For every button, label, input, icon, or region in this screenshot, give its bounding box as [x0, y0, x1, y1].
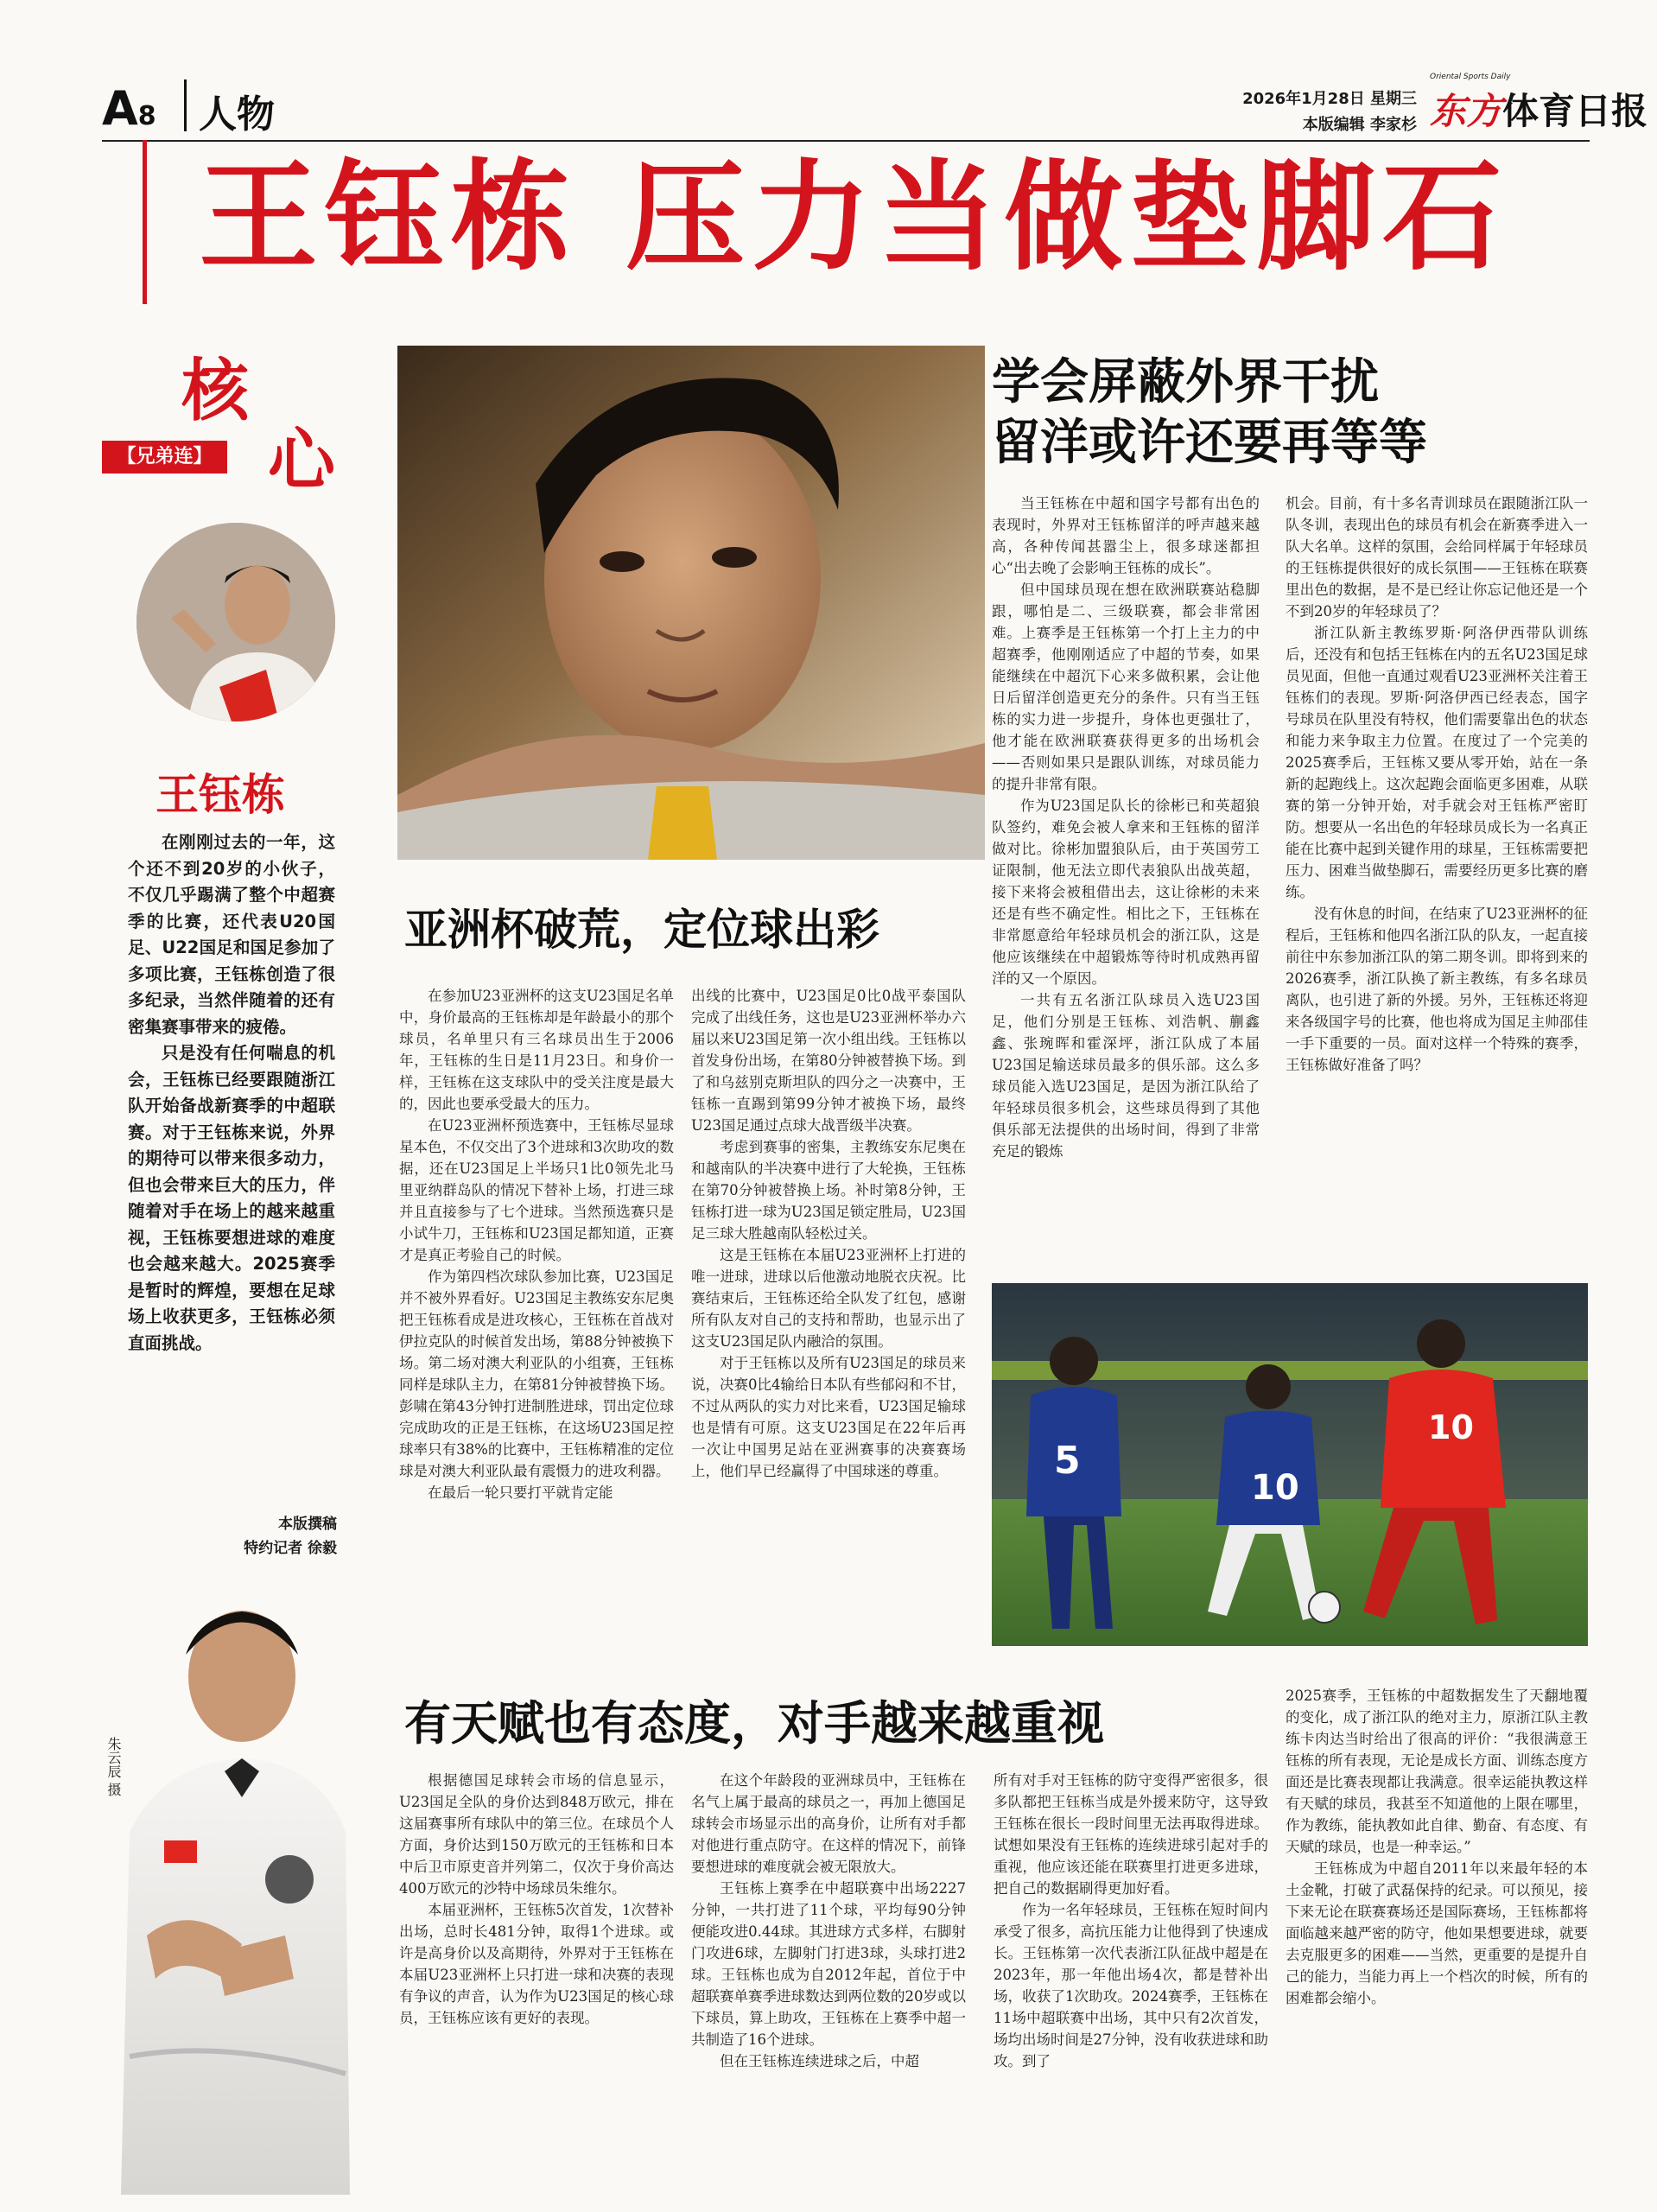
section3-column-g	[994, 1770, 1268, 2072]
byline-line-2: 特约记者 徐毅	[244, 1540, 337, 1557]
newspaper-logo	[1430, 83, 1647, 135]
player-portrait-photo	[397, 346, 985, 860]
core-character-1: 核	[181, 353, 250, 430]
section-name: 人物	[199, 92, 275, 137]
page-separator	[184, 79, 187, 131]
page-letter: A	[102, 81, 138, 136]
player-name: 王钰栋	[156, 770, 285, 820]
article-paragraph: 本届亚洲杯，王钰栋5次首发，1次替补出场，总时长481分钟，取得1个进球。或许是高身价以及高期待，外界对于王钰栋在本届U23亚洲杯上只打进一球和决赛的表现有争议的声音，认为作为U23国足的核心球员，王钰栋应该有更好的表现。	[399, 1902, 674, 2026]
core-character-2: 心	[268, 422, 336, 499]
logo-english: Oriental Sports Daily	[1430, 73, 1511, 81]
match-action-photo	[992, 1283, 1588, 1646]
section2-title: 亚洲杯破荒，定位球出彩	[404, 905, 879, 955]
article-paragraph: 但在王钰栋连续进球之后，中超	[720, 2053, 919, 2069]
byline	[173, 1512, 337, 1560]
section3-column-h	[1286, 1685, 1588, 2009]
section2-column-c	[399, 985, 674, 1503]
article-paragraph: 王钰栋成为中超自2011年以来最年轻的本土金靴，打破了武磊保持的纪录。可以预见，接下来无论在联赛赛场还是国际赛场，王钰栋都将面临越来越严密的防守，他如果想要进球，就要去克服更多的困难——当然，更重要的是提升自己的能力，当能力再上一个档次的时候，所有的困难都会缩小。	[1286, 1860, 1588, 2006]
article-paragraph: 在参加U23亚洲杯的这支U23国足名单中，身价最高的王钰栋却是年龄最小的那个球员，名单里只有三名球员出生于2006年，王钰栋的生日是11月23日。和身价一样，王钰栋在这支球队中的受关注度是最大的，因此也要承受最大的压力。	[399, 988, 674, 1112]
article-paragraph: 作为第四档次球队参加比赛，U23国足并不被外界看好。U23国足主教练安东尼奥把王钰栋看成是进攻核心，王钰栋在首战对伊拉克队的时候首发出场，第88分钟被换下场。第二场对澳大利亚队的小组赛，王钰栋同样是球队主力，在第81分钟被替换下场。彭啸在第43分钟打进制胜进球，罚出定位球完成助攻的正是王钰栋，在这场U23国足控球率只有38%的比赛中，王钰栋精准的定位球是对澳大利亚队最有震慑力的进攻利器。	[399, 1268, 674, 1479]
section3-column-e	[399, 1770, 674, 2029]
section3-title: 有天赋也有态度，对手越来越重视	[404, 1696, 1104, 1751]
article-paragraph: 没有休息的时间，在结束了U23亚洲杯的征程后，王钰栋和他四名浙江队的队友，一起直接前往中东参加浙江队的第二期冬训。即将到来的2026赛季，浙江队换了新主教练，有多名球员离队，也引进了新的外援。另外，王钰栋还将迎来各级国字号的比赛，他也将成为国足主帅邵佳一手下重要的一员。面对这样一个特殊的赛季，王钰栋做好准备了吗？	[1286, 906, 1588, 1073]
article-paragraph: 作为U23国足队长的徐彬已和英超狼队签约，难免会被人拿来和王钰栋的留洋做对比。徐彬加盟狼队后，由于英国劳工证限制，他无法立即代表狼队出战英超，接下来将会被租借出去，这让徐彬的未来还是有些不确定性。相比之下，王钰栋在非常愿意给年轻球员机会的浙江队，这是他应该继续在中超锻炼等待时机成熟再留洋的又一个原因。	[992, 798, 1260, 987]
article-paragraph: 2025赛季，王钰栋的中超数据发生了天翻地覆的变化，成了浙江队的绝对主力，原浙江队主教练卡肉达当时给出了很高的评价：“我很满意王钰栋的所有表现，无论是成长方面、训练态度方面还是比赛表现都让我满意。很幸运能执教这样有天赋的球员，我甚至不知道他的上限在哪里，作为教练，能执教如此自律、勤奋、有态度、有天赋的球员，也是一种幸运。”	[1286, 1688, 1588, 1855]
article-paragraph: 出线的比赛中，U23国足0比0战平泰国队完成了出线任务，这也是U23亚洲杯举办六届以来U23国足第一次小组出线。王钰栋以首发身份出场，在第80分钟被替换下场。到了和乌兹别克斯坦队的四分之一决赛中，王钰栋一直踢到第99分钟才被换下场，最终U23国足通过点球大战晋级半决赛。	[691, 988, 966, 1134]
logo-red-part: 东方	[1430, 90, 1503, 132]
section3-column-f	[691, 1770, 966, 2072]
article-paragraph: 浙江队新主教练罗斯·阿洛伊西带队训练后，还没有和包括王钰栋在内的五名U23国足球员见面，但他一直通过观看U23亚洲杯关注着王钰栋们的表现。罗斯·阿洛伊西已经表态，国字号球员在队里没有特权，他们需要靠出色的状态和能力来争取主力位置。在度过了一个完美的2025赛季后，王钰栋又要从零开始，站在一条新的起跑线上。这次起跑会面临更多困难，从联赛的第一分钟开始，对手就会对王钰栋严密盯防。想要从一名出色的年轻球员成长为一名真正能在比赛中起到关键作用的球星，王钰栋需要把压力、困难当做垫脚石，需要经历更多比赛的磨练。	[1286, 625, 1588, 900]
article-paragraph: 所有对手对王钰栋的防守变得严密很多，很多队都把王钰栋当成是外援来防守，这导致王钰栋在很长一段时间里无法再取得进球。试想如果没有王钰栋的连续进球引起对手的重视，他应该还能在联赛里打进更多进球，把自己的数据刷得更加好看。	[994, 1772, 1268, 1897]
issue-date: 2026年1月28日 星期三	[1242, 90, 1417, 108]
photo-credit: 朱云辰 摄	[105, 1737, 122, 1797]
section1-column-b	[1286, 493, 1588, 1076]
jersey-number: 10	[1428, 1408, 1474, 1446]
jersey-number: 5	[1054, 1439, 1081, 1483]
section1-column-a	[992, 493, 1260, 1162]
article-paragraph: 在最后一轮只要打平就肯定能	[428, 1484, 613, 1501]
page-editor: 本版编辑 李家杉	[1302, 116, 1417, 134]
article-paragraph: 一共有五名浙江队球员入选U23国足，他们分别是王钰栋、刘浩帆、蒯鑫鑫、张琬晖和霍深坪，浙江队成了本届U23国足输送球员最多的俱乐部。这么多球员能入选U23国足，是因为浙江队给了年轻球员很多机会，这些球员得到了其他俱乐部无法提供的出场时间，得到了非常充足的锻炼	[992, 992, 1260, 1160]
article-paragraph: 但中国球员现在想在欧洲联赛站稳脚跟，哪怕是二、三级联赛，都会非常困难。上赛季是王钰栋第一个打上主力的中超赛季，他刚刚适应了中超的节奏，如果能继续在中超沉下心来多做积累，会让他日后留洋创造更充分的条件。只有当王钰栋的实力进一步提升，身体也更强壮了，他才能在欧洲联赛获得更多的出场机会——否则如果只是跟队训练，对球员能力的提升非常有限。	[992, 582, 1260, 792]
article-paragraph: 王钰栋上赛季在中超联赛中出场2227分钟，一共打进了11个球，平均每90分钟便能攻进0.44球。其进球方式多样，右脚射门攻进6球，左脚射门打进3球，头球打进2球。王钰栋也成为自2012年起，首位于中超联赛单赛季进球数达到两位数的20岁或以下球员，算上助攻，王钰栋在上赛季中超一共制造了16个进球。	[691, 1880, 966, 2048]
celebration-photo	[95, 1573, 354, 2195]
article-paragraph: 这是王钰栋在本届U23亚洲杯上打进的唯一进球，进球以后他激动地脱衣庆祝。比赛结束后，王钰栋还给全队发了红包，感谢所有队友对自己的支持和帮助，也显示出了这支U23国足队内融洽的氛围。	[691, 1247, 966, 1350]
main-headline: 王钰栋 压力当做垫脚石	[199, 148, 1509, 287]
page-number	[102, 81, 156, 136]
article-paragraph: 在U23亚洲杯预选赛中，王钰栋尽显球星本色，不仅交出了3个进球和3次助攻的数据，还在U23国足上半场只1比0领先北马里亚纳群岛队的情况下替补上场，打进三球并且直接参与了七个进球。当然预选赛只是小试牛刀，王钰栋和U23国足都知道，正赛才是真正考验自己的时候。	[399, 1117, 674, 1263]
intro-paragraph: 在刚刚过去的一年，这个还不到20岁的小伙子，不仅几乎踢满了整个中超赛季的比赛，还代表U20国足、U22国足和国足参加了多项比赛，王钰栋创造了很多纪录，当然伴随着的还有密集赛事带来的疲倦。	[128, 832, 335, 1037]
section1-title-line2: 留洋或许还要再等等	[992, 415, 1427, 471]
avatar-photo	[136, 523, 335, 721]
column-tag: 【兄弟连】	[102, 441, 227, 474]
headline-red-bar	[143, 140, 147, 304]
logo-black-part: 体育日报	[1502, 90, 1648, 132]
intro-paragraph: 只是没有任何喘息的机会，王钰栋已经要跟随浙江队开始备战新赛季的中超联赛。对于王钰栋来说，外界的期待可以带来很多动力，但也会带来巨大的压力，伴随着对手在场上的越来越重视，王钰栋要想进球的难度也会越来越大。2025赛季是暂时的辉煌，要想在足球场上收获更多，王钰栋必须直面挑战。	[128, 1043, 335, 1353]
article-paragraph: 作为一名年轻球员，王钰栋在短时间内承受了很多，高抗压能力让他得到了快速成长。王钰栋第一次代表浙江队征战中超是在2023年，那一年他出场4次，都是替补出场，收获了1次助攻。2024赛季，王钰栋在11场中超联赛中出场，其中只有2次首发，场均出场时间是27分钟，没有收获进球和助攻。到了	[994, 1902, 1268, 2069]
byline-line-1: 本版撰稿	[278, 1516, 337, 1533]
article-paragraph: 在这个年龄段的亚洲球员中，王钰栋在名气上属于最高的球员之一，再加上德国足球转会市场显示出的高身价，让所有对手都对他进行重点防守。在这样的情况下，前锋要想进球的难度就会被无限放大。	[691, 1772, 966, 1875]
jersey-number: 10	[1251, 1468, 1299, 1508]
section1-title-line1: 学会屏蔽外界干扰	[992, 354, 1379, 410]
header-rule	[102, 140, 1590, 142]
article-paragraph: 对于王钰栋以及所有U23国足的球员来说，决赛0比4输给日本队有些郁闷和不甘，不过从两队的实力对比来看，U23国足输球也是情有可原。这支U23国足在22年后再一次让中国男足站在亚洲赛事的决赛赛场上，他们早已经赢得了中国球迷的尊重。	[691, 1355, 966, 1479]
section2-column-d	[691, 985, 966, 1482]
article-paragraph: 机会。目前，有十多名青训球员在跟随浙江队一队冬训，表现出色的球员有机会在新赛季进入一队大名单。这样的氛围，会给同样属于年轻球员的王钰栋提供很好的成长氛围——王钰栋在联赛里出色的数据，是不是已经让你忘记他还是一个不到20岁的年轻球员了？	[1286, 495, 1588, 620]
page-digit: 8	[137, 101, 156, 131]
article-paragraph: 考虑到赛事的密集，主教练安东尼奥在和越南队的半决赛中进行了大轮换，王钰栋在第70分钟被替换上场。补时第8分钟，王钰栋打进一球为U23国足锁定胜局，U23国足三球大胜越南队轻松过关。	[691, 1139, 966, 1242]
intro-text	[128, 830, 335, 1357]
article-paragraph: 当王钰栋在中超和国字号都有出色的表现时，外界对王钰栋留洋的呼声越来越高，各种传闻甚嚣尘上，很多球迷都担心“出去晚了会影响王钰栋的成长”。	[992, 495, 1260, 576]
article-paragraph: 根据德国足球转会市场的信息显示，U23国足全队的身价达到848万欧元，排在这届赛事所有球队中的第三位。在球员个人方面，身价达到150万欧元的王钰栋和日本中后卫市原吏音并列第二，仅次于身价高达400万欧元的沙特中场球员朱维尔。	[399, 1772, 674, 1897]
